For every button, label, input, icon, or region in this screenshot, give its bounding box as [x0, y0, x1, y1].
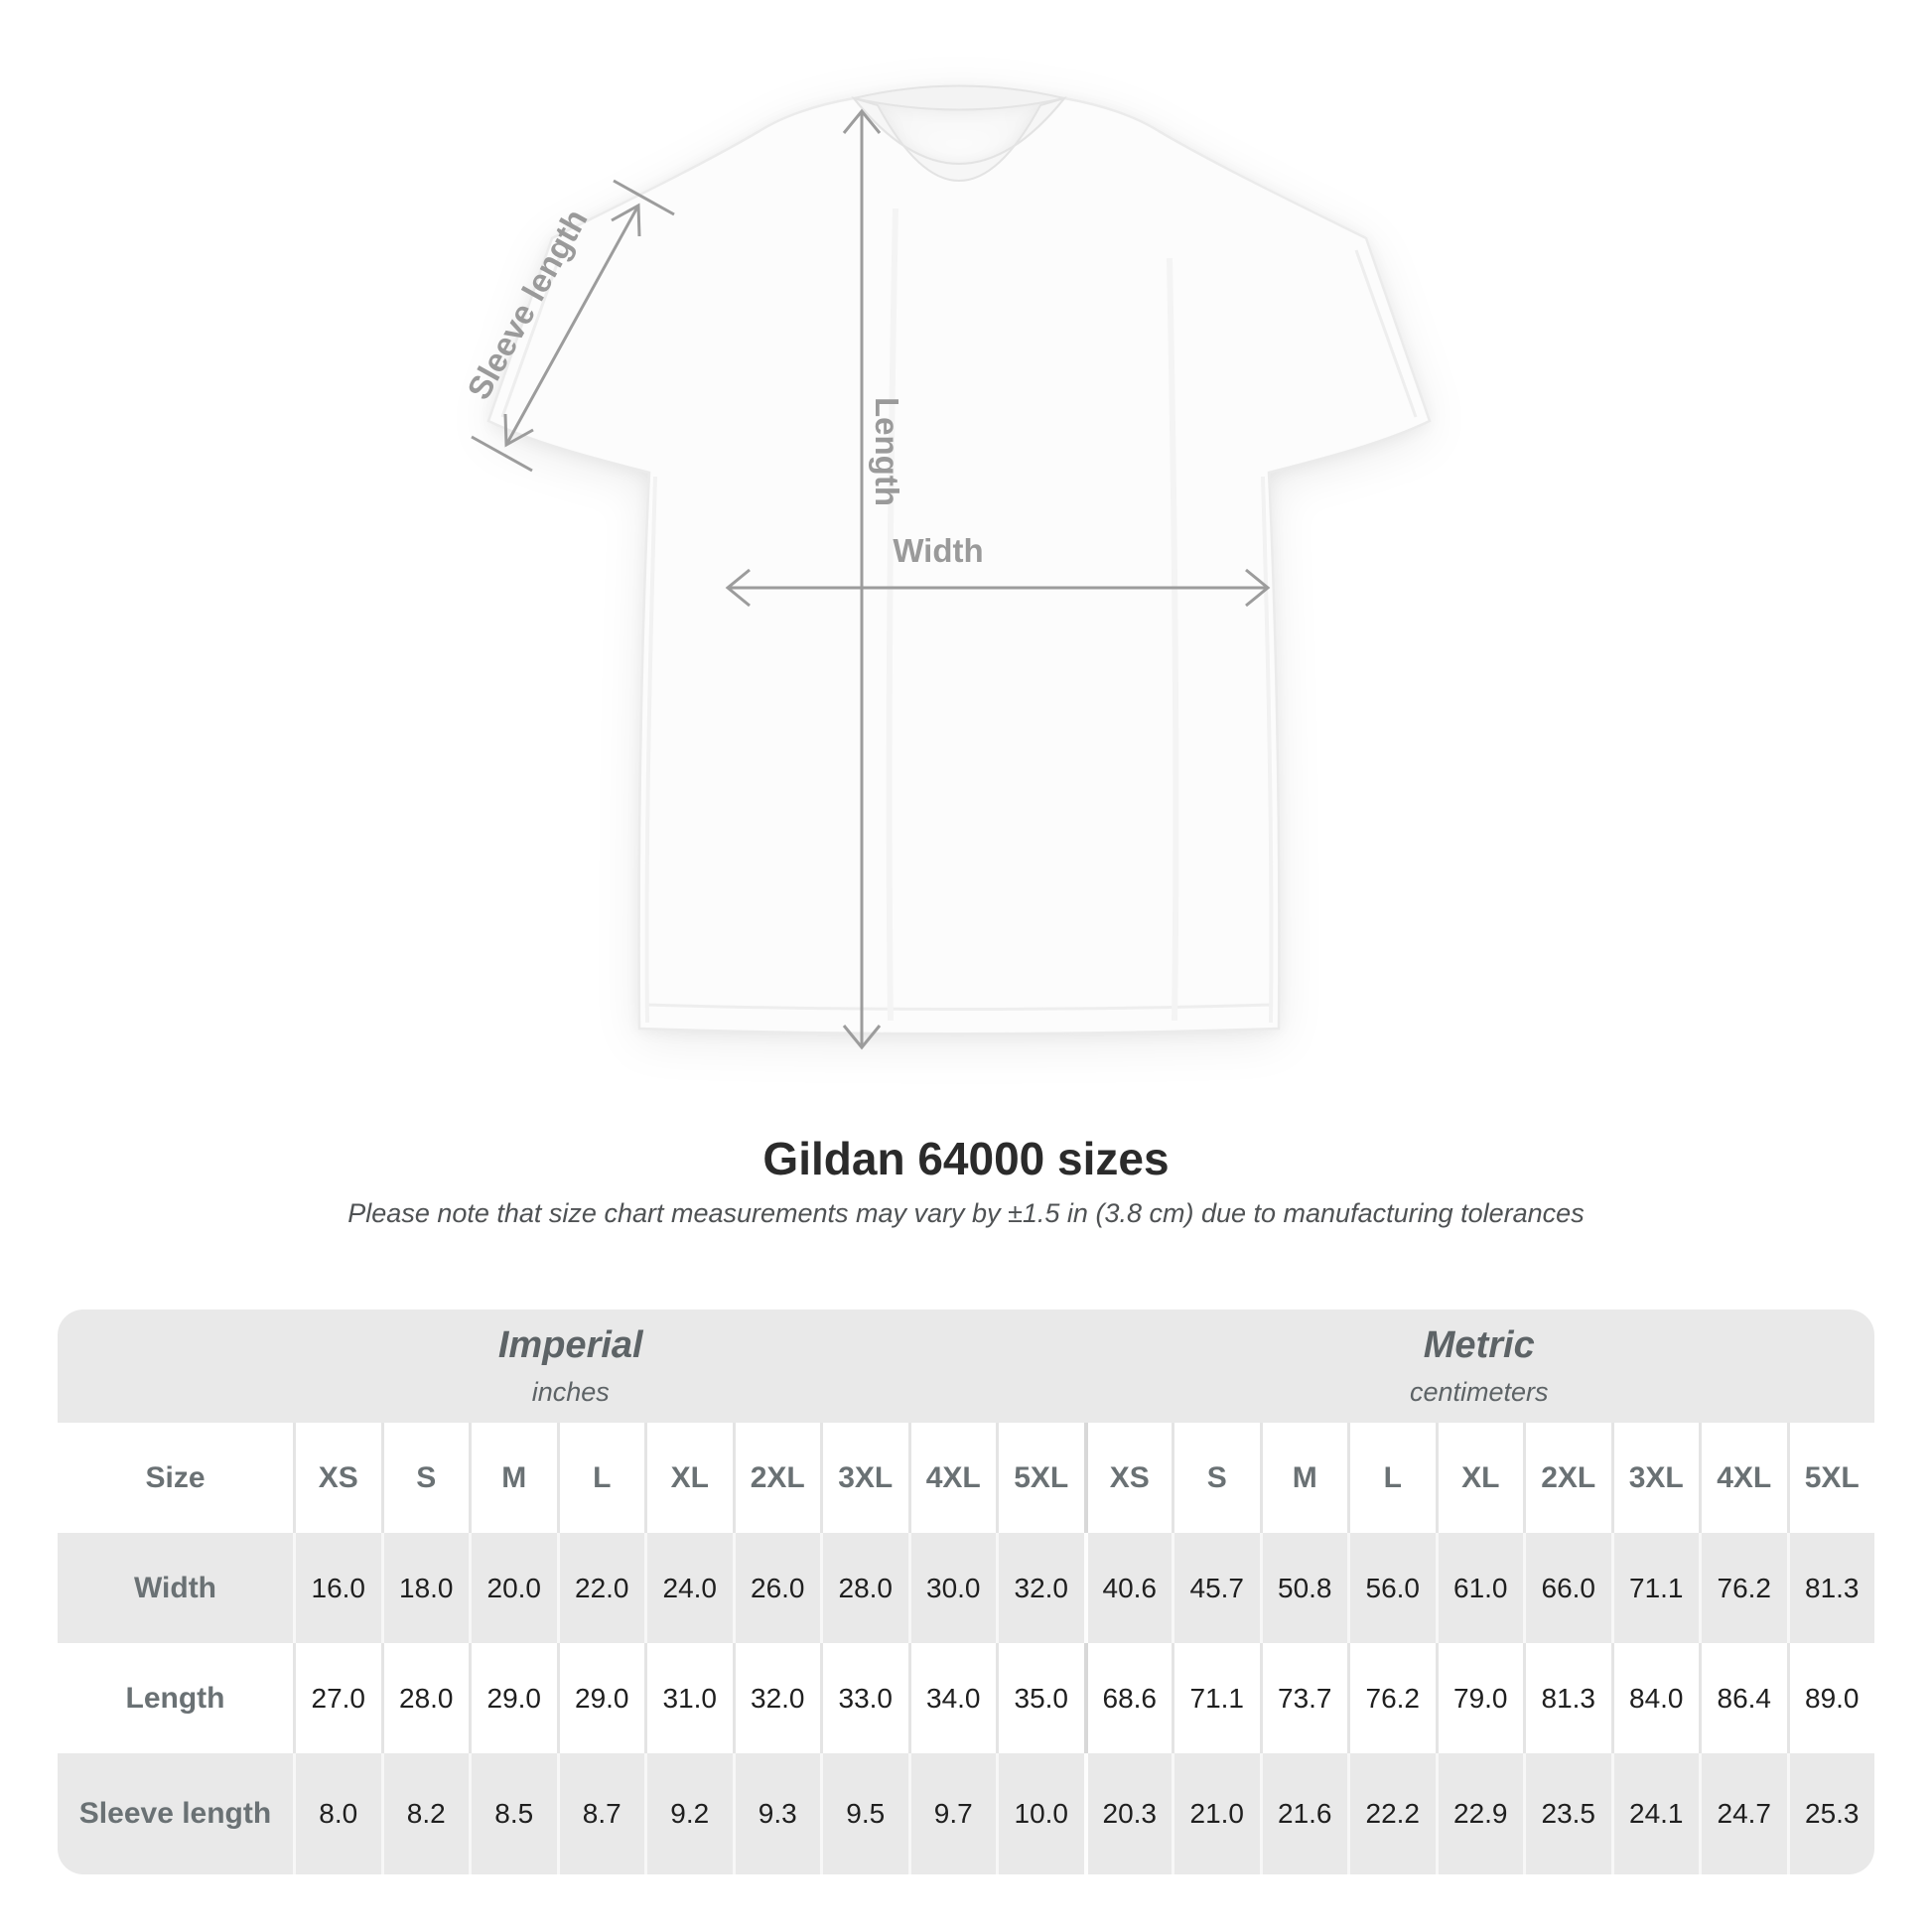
value-cell: 9.7 — [908, 1753, 997, 1874]
imperial-unit-label: inches — [531, 1377, 610, 1407]
imperial-label: Imperial — [497, 1324, 643, 1366]
size-cell: 3XL — [1611, 1423, 1700, 1533]
value-cell: 27.0 — [293, 1643, 381, 1753]
size-cell: L — [1347, 1423, 1436, 1533]
size-cell: 4XL — [908, 1423, 997, 1533]
width-label: Width — [893, 532, 984, 569]
value-cell: 32.0 — [733, 1643, 821, 1753]
value-cell: 18.0 — [381, 1533, 470, 1643]
value-cell: 68.6 — [1084, 1643, 1173, 1753]
metric-label: Metric — [1423, 1324, 1535, 1366]
size-cell: S — [381, 1423, 470, 1533]
value-cell: 35.0 — [996, 1643, 1084, 1753]
value-cell: 29.0 — [469, 1643, 557, 1753]
imperial-group-header — [58, 1310, 1084, 1423]
size-cell: XS — [293, 1423, 381, 1533]
value-cell: 9.3 — [733, 1753, 821, 1874]
value-cell: 86.4 — [1699, 1643, 1787, 1753]
value-cell: 73.7 — [1260, 1643, 1348, 1753]
value-cell: 22.0 — [557, 1533, 645, 1643]
value-cell: 28.0 — [820, 1533, 908, 1643]
value-cell: 22.9 — [1436, 1753, 1524, 1874]
value-cell: 10.0 — [996, 1753, 1084, 1874]
value-cell: 24.0 — [644, 1533, 733, 1643]
size-cell: M — [1260, 1423, 1348, 1533]
value-cell: 9.5 — [820, 1753, 908, 1874]
value-cell: 9.2 — [644, 1753, 733, 1874]
value-cell: 71.1 — [1611, 1533, 1700, 1643]
value-cell: 84.0 — [1611, 1643, 1700, 1753]
row-label: Length — [58, 1643, 293, 1753]
value-cell: 66.0 — [1523, 1533, 1611, 1643]
value-cell: 23.5 — [1523, 1753, 1611, 1874]
value-cell: 50.8 — [1260, 1533, 1348, 1643]
value-cell: 8.2 — [381, 1753, 470, 1874]
value-cell: 21.0 — [1172, 1753, 1260, 1874]
value-cell: 45.7 — [1172, 1533, 1260, 1643]
row-label: Sleeve length — [58, 1753, 293, 1874]
value-cell: 8.0 — [293, 1753, 381, 1874]
value-cell: 29.0 — [557, 1643, 645, 1753]
value-cell: 33.0 — [820, 1643, 908, 1753]
value-cell: 24.1 — [1611, 1753, 1700, 1874]
value-cell: 79.0 — [1436, 1643, 1524, 1753]
size-chart-table — [58, 1310, 1874, 1874]
size-cell: XL — [1436, 1423, 1524, 1533]
value-cell: 40.6 — [1084, 1533, 1173, 1643]
size-cell: 3XL — [820, 1423, 908, 1533]
value-cell: 21.6 — [1260, 1753, 1348, 1874]
metric-group-header — [1084, 1310, 1875, 1423]
value-cell: 16.0 — [293, 1533, 381, 1643]
size-cell: 2XL — [733, 1423, 821, 1533]
size-cell: 5XL — [996, 1423, 1084, 1533]
value-cell: 56.0 — [1347, 1533, 1436, 1643]
value-cell: 76.2 — [1699, 1533, 1787, 1643]
size-cell: L — [557, 1423, 645, 1533]
metric-unit-label: centimeters — [1409, 1377, 1549, 1407]
value-cell: 71.1 — [1172, 1643, 1260, 1753]
value-cell: 28.0 — [381, 1643, 470, 1753]
value-cell: 8.7 — [557, 1753, 645, 1874]
size-cell: XS — [1084, 1423, 1173, 1533]
value-cell: 34.0 — [908, 1643, 997, 1753]
value-cell: 25.3 — [1787, 1753, 1875, 1874]
size-cell: S — [1172, 1423, 1260, 1533]
value-cell: 20.3 — [1084, 1753, 1173, 1874]
value-cell: 31.0 — [644, 1643, 733, 1753]
value-cell: 76.2 — [1347, 1643, 1436, 1753]
value-cell: 20.0 — [469, 1533, 557, 1643]
length-label: Length — [869, 397, 905, 506]
row-label: Width — [58, 1533, 293, 1643]
tolerance-note: Please note that size chart measurements may vary by ±1.5 in (3.8 cm) due to manufacturing tolerances — [347, 1198, 1585, 1228]
value-cell: 22.2 — [1347, 1753, 1436, 1874]
size-header-label: Size — [58, 1423, 293, 1533]
value-cell: 26.0 — [733, 1533, 821, 1643]
value-cell: 89.0 — [1787, 1643, 1875, 1753]
size-cell: XL — [644, 1423, 733, 1533]
size-cell: 5XL — [1787, 1423, 1875, 1533]
value-cell: 61.0 — [1436, 1533, 1524, 1643]
page-title: Gildan 64000 sizes — [762, 1133, 1170, 1184]
value-cell: 81.3 — [1523, 1643, 1611, 1753]
size-cell: 2XL — [1523, 1423, 1611, 1533]
value-cell: 30.0 — [908, 1533, 997, 1643]
size-cell: M — [469, 1423, 557, 1533]
value-cell: 24.7 — [1699, 1753, 1787, 1874]
sleeve-length-label: Sleeve length — [460, 203, 595, 406]
value-cell: 32.0 — [996, 1533, 1084, 1643]
value-cell: 8.5 — [469, 1753, 557, 1874]
value-cell: 81.3 — [1787, 1533, 1875, 1643]
size-cell: 4XL — [1699, 1423, 1787, 1533]
